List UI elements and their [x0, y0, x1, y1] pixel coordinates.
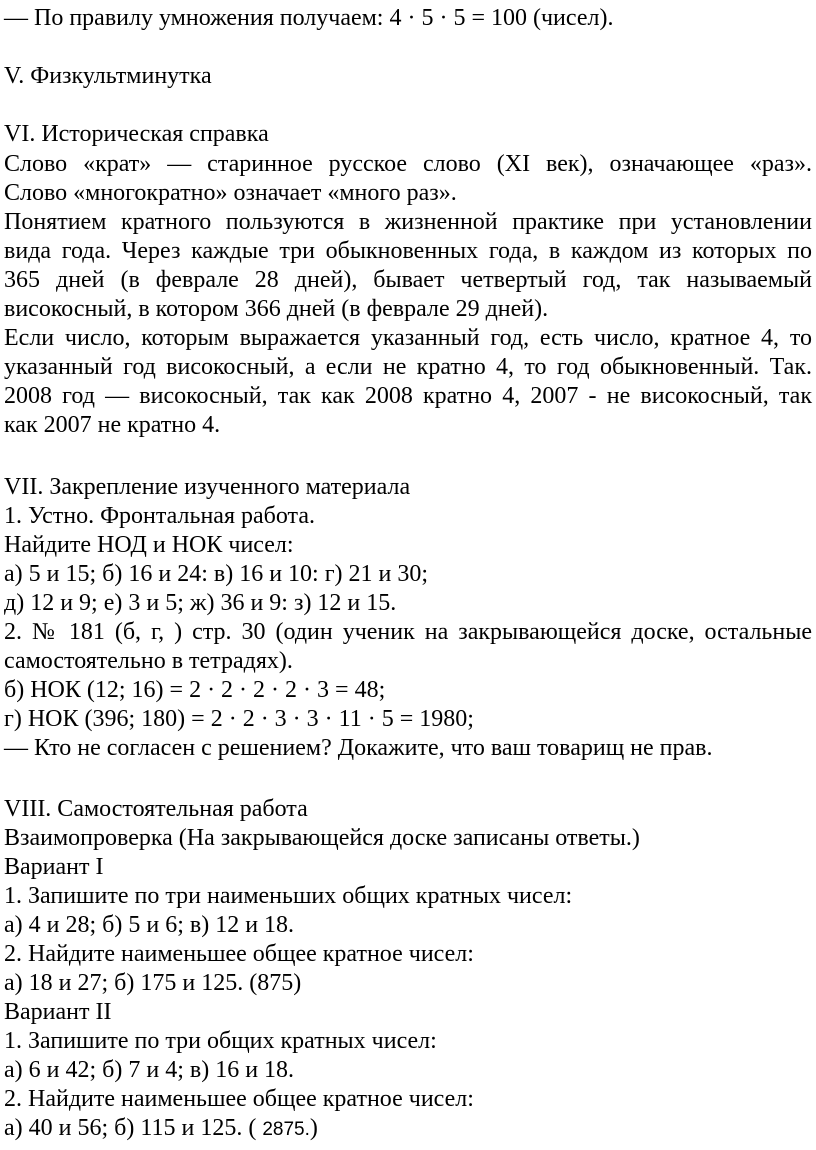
section-6-heading: VI. Историческая справка: [4, 121, 269, 147]
text-line: г) НОК (396; 180) = 2 · 2 · 3 · 3 · 11 · 5 = 1980;: [4, 706, 474, 732]
text-line: 1. Устно. Фронтальная работа.: [4, 503, 315, 529]
text-line: Вариант I: [4, 854, 104, 880]
text-line: вида года. Через каждые три обыкновенных года, в каждом из которых по: [4, 238, 812, 264]
section-5-heading: V. Физкультминутка: [4, 63, 212, 89]
text-line: 1. Запишите по три наименьших общих кратных чисел:: [4, 883, 573, 909]
text-line: а) 6 и 42; б) 7 и 4; в) 16 и 18.: [4, 1057, 295, 1083]
text-line: а) 5 и 15; б) 16 и 24: в) 16 и 10: г) 21 и 30;: [4, 561, 429, 587]
section-8-heading: VIII. Самостоятельная работа: [4, 796, 308, 822]
intro-line: — По правилу умножения получаем: 4 · 5 · 5 = 100 (чисел).: [4, 5, 614, 31]
text-line: Если число, которым выражается указанный год, есть число, кратное 4, то: [4, 325, 812, 351]
section-7-heading: VII. Закрепление изученного материала: [4, 474, 411, 500]
last-line-suffix: ): [309, 1115, 318, 1141]
last-line-prefix: а) 40 и 56; б) 115 и 125. (: [4, 1115, 263, 1141]
text-line: Взаимопроверка (На закрывающейся доске записаны ответы.): [4, 825, 640, 851]
text-line: 2. № 181 (б, г, ) стр. 30 (один ученик на закрывающейся доске, остальные: [4, 619, 812, 645]
text-line: а) 18 и 27; б) 175 и 125. (875): [4, 970, 302, 996]
text-line: Слово «многократно» означает «много раз».: [4, 180, 457, 206]
last-line-answer: 2875.: [262, 1119, 310, 1140]
text-line: 2. Найдите наименьшее общее кратное чисел:: [4, 1086, 474, 1112]
text-line: Вариант II: [4, 999, 112, 1025]
last-line: [4, 1113, 812, 1143]
text-line: указанный год високосный, а если не кратно 4, то год обыкновенный. Так.: [4, 354, 812, 380]
text-line: 2. Найдите наименьшее общее кратное чисел:: [4, 941, 474, 967]
text-line: как 2007 не кратно 4.: [4, 412, 221, 438]
text-line: а) 4 и 28; б) 5 и 6; в) 12 и 18.: [4, 912, 295, 938]
text-line: Слово «крат» — старинное русское слово (XI век), означающее «раз».: [4, 151, 812, 177]
text-line: — Кто не согласен с решением? Докажите, что ваш товарищ не прав.: [4, 735, 713, 761]
text-line: д) 12 и 9; е) 3 и 5; ж) 36 и 9: з) 12 и 15.: [4, 590, 397, 616]
text-line: б) НОК (12; 16) = 2 · 2 · 2 · 2 · 3 = 48;: [4, 677, 386, 703]
text-line: Понятием кратного пользуются в жизненной практике при установлении: [4, 209, 812, 235]
text-line: 2008 год — високосный, так как 2008 кратно 4, 2007 - не високосный, так: [4, 383, 812, 409]
text-line: самостоятельно в тетрадях).: [4, 648, 293, 674]
text-line: Найдите НОД и НОК чисел:: [4, 532, 294, 558]
text-line: високосный, в котором 366 дней (в феврале 29 дней).: [4, 296, 549, 322]
text-line: 365 дней (в феврале 28 дней), бывает четвертый год, так называемый: [4, 267, 812, 293]
text-line: 1. Запишите по три общих кратных чисел:: [4, 1028, 437, 1054]
